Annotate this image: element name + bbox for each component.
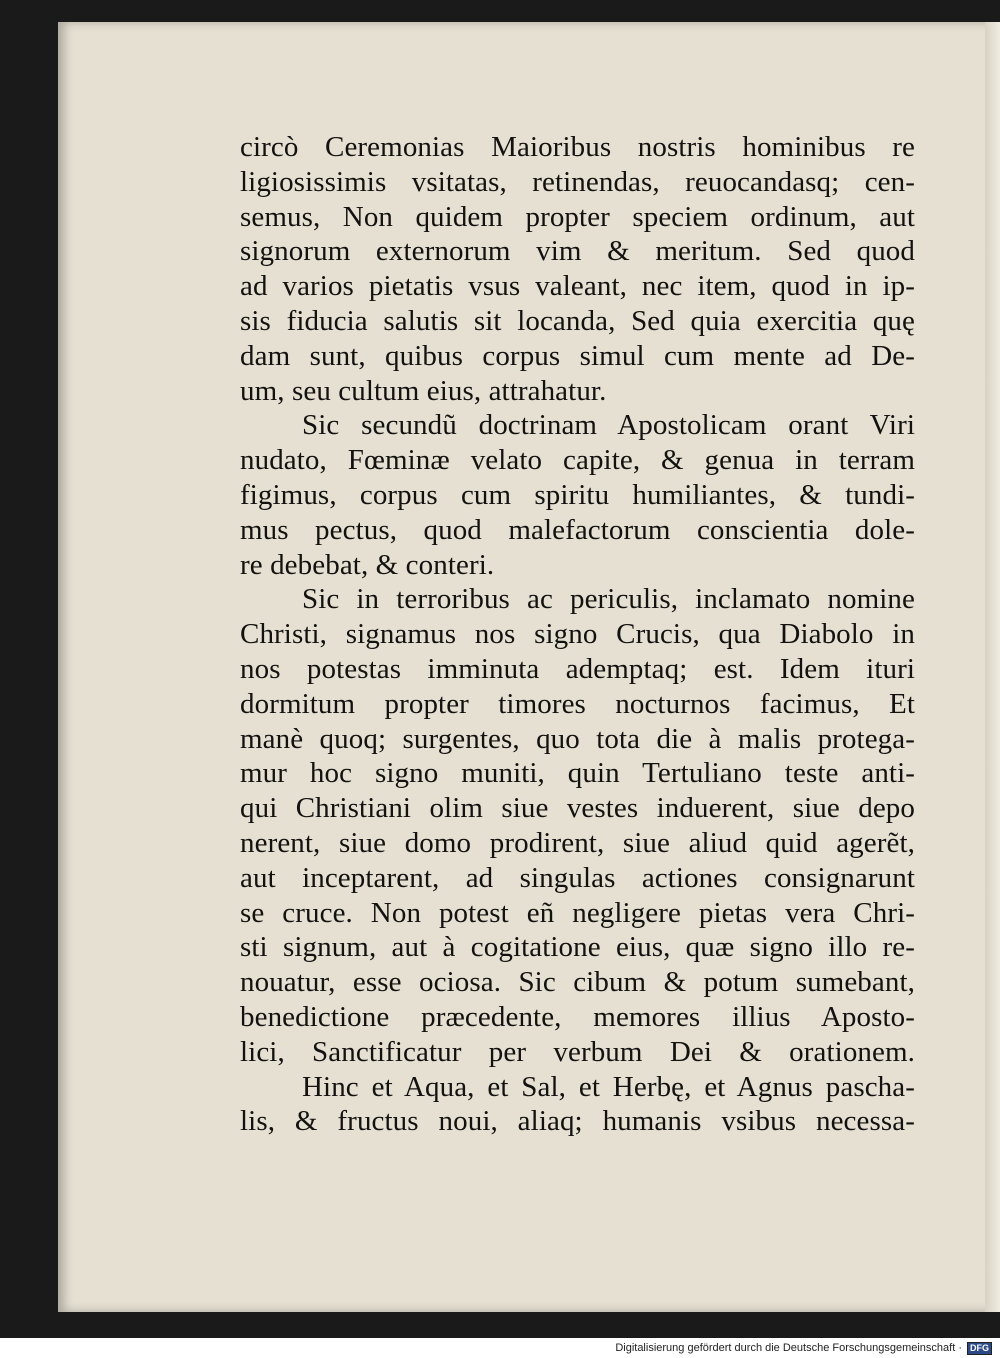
text-line: benedictione præcedente, memores illius Aposto- [240,1000,915,1033]
text-line: Sic in terroribus ac periculis, inclamato nomine [302,583,915,616]
text-line: se cruce. Non potest eñ negligere pietas vera Chri- [240,896,915,929]
text-line: Hinc et Aqua, et Sal, et Herbę, et Agnus pascha- [302,1070,915,1103]
text-line: lis, & fructus noui, aliaq; humanis vsibus necessa- [240,1105,915,1138]
text-line: figimus, corpus cum spiritu humiliantes, & tundi- [240,478,915,511]
text-line: dam sunt, quibus corpus simul cum mente ad De- [240,339,915,372]
text-line: sti signum, aut à cogitatione eius, quæ signo illo re- [240,931,915,964]
footer-text: Digitalisierung gefördert durch die Deutsche Forschungsgemeinschaft · [615,1342,962,1354]
text-line: aut inceptarent, ad singulas actiones consignarunt [240,861,915,894]
text-line: nos potestas imminuta ademptaq; est. Idem ituri [240,652,915,685]
text-line: sis fiducia salutis sit locanda, Sed quia exercitia quę [240,304,915,337]
text-line: circò Ceremonias Maioribus nostris hominibus re [240,131,915,163]
text-line: lici, Sanctificatur per verbum Dei & orationem. [240,1035,915,1068]
text-line: Christi, signamus nos signo Crucis, qua Diabolo in [240,618,915,651]
text-line: um, seu cultum eius, attrahatur. [240,374,607,407]
text-line: nouatur, esse ociosa. Sic cibum & potum sumebant, [240,966,915,999]
text-line: manè quoq; surgentes, quo tota die à malis protega- [240,722,915,755]
text-line: semus, Non quidem propter speciem ordinum, aut [240,200,915,233]
text-line: qui Christiani olim siue vestes induerent, siue depo [240,792,915,825]
text-line: ligiosissimis vsitatas, retinendas, reuocandasq; cen- [240,165,915,198]
text-line: mus pectus, quod malefactorum conscientia dole- [240,513,915,546]
text-line: mur hoc signo muniti, quin Tertuliano teste anti- [240,757,915,790]
dfg-logo: DFG [967,1342,992,1355]
page-edge [985,22,1000,1312]
text-line: re debebat, & conteri. [240,548,495,581]
text-line: nerent, siue domo prodirent, siue aliud quid agerẽt, [240,826,915,859]
text-line: signorum externorum vim & meritum. Sed quod [240,235,915,268]
text-line: dormitum propter timores nocturnos facimus, Et [240,687,915,720]
text-line: ad varios pietatis vsus valeant, nec item, quod in ip- [240,270,915,303]
text-line: nudato, Fœminæ velato capite, & genua in terram [240,444,915,477]
page-text-block [240,130,915,1139]
text-line: Sic secundũ doctrinam Apostolicam orant Viri [302,409,915,442]
footer-credit [615,1340,992,1356]
